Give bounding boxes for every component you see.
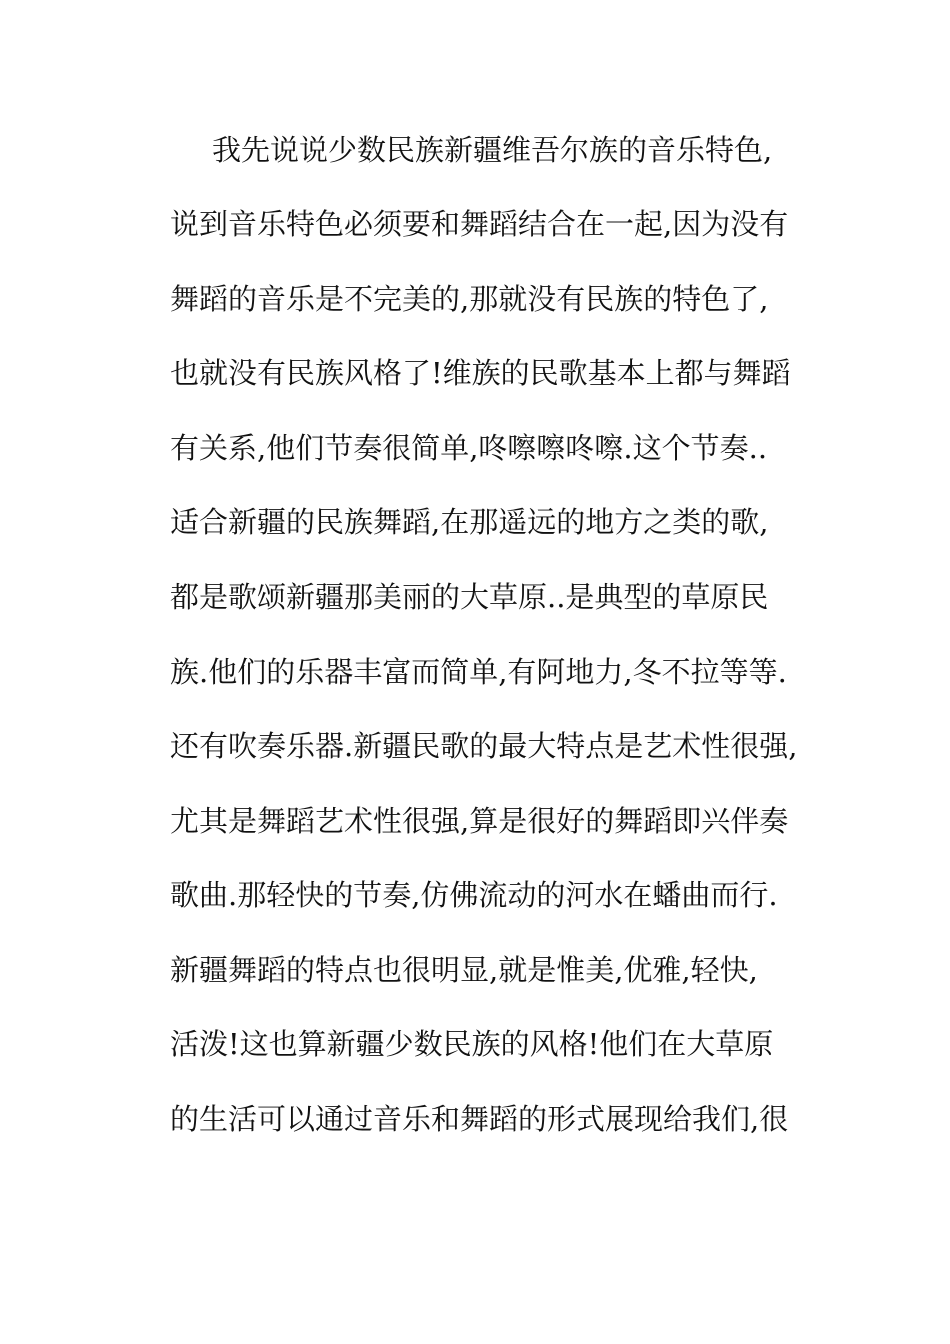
paragraph-line: 我先说说少数民族新疆维吾尔族的音乐特色, xyxy=(212,133,773,167)
paragraph-line: 还有吹奏乐器.新疆民歌的最大特点是艺术性很强, xyxy=(170,729,798,763)
paragraph-line: 都是歌颂新疆那美丽的大草原..是典型的草原民 xyxy=(170,580,769,614)
paragraph-line: 适合新疆的民族舞蹈,在那遥远的地方之类的歌, xyxy=(170,505,769,539)
paragraph-line: 新疆舞蹈的特点也很明显,就是惟美,优雅,轻快, xyxy=(170,953,758,987)
paragraph-line: 有关系,他们节奏很简单,咚嚓嚓咚嚓.这个节奏.. xyxy=(170,431,768,465)
paragraph-line: 尤其是舞蹈艺术性很强,算是很好的舞蹈即兴伴奏 xyxy=(170,804,789,838)
paragraph-line: 的生活可以通过音乐和舞蹈的形式展现给我们,很 xyxy=(170,1102,789,1136)
paragraph-line: 说到音乐特色必须要和舞蹈结合在一起,因为没有 xyxy=(170,207,789,241)
paragraph-line: 也就没有民族风格了!维族的民歌基本上都与舞蹈 xyxy=(170,356,791,390)
paragraph-line: 歌曲.那轻快的节奏,仿佛流动的河水在蟠曲而行. xyxy=(170,878,778,912)
paragraph-line: 族.他们的乐器丰富而简单,有阿地力,冬不拉等等. xyxy=(170,655,787,689)
paragraph-line: 舞蹈的音乐是不完美的,那就没有民族的特色了, xyxy=(170,282,769,316)
paragraph-line: 活泼!这也算新疆少数民族的风格!他们在大草原 xyxy=(170,1027,774,1061)
